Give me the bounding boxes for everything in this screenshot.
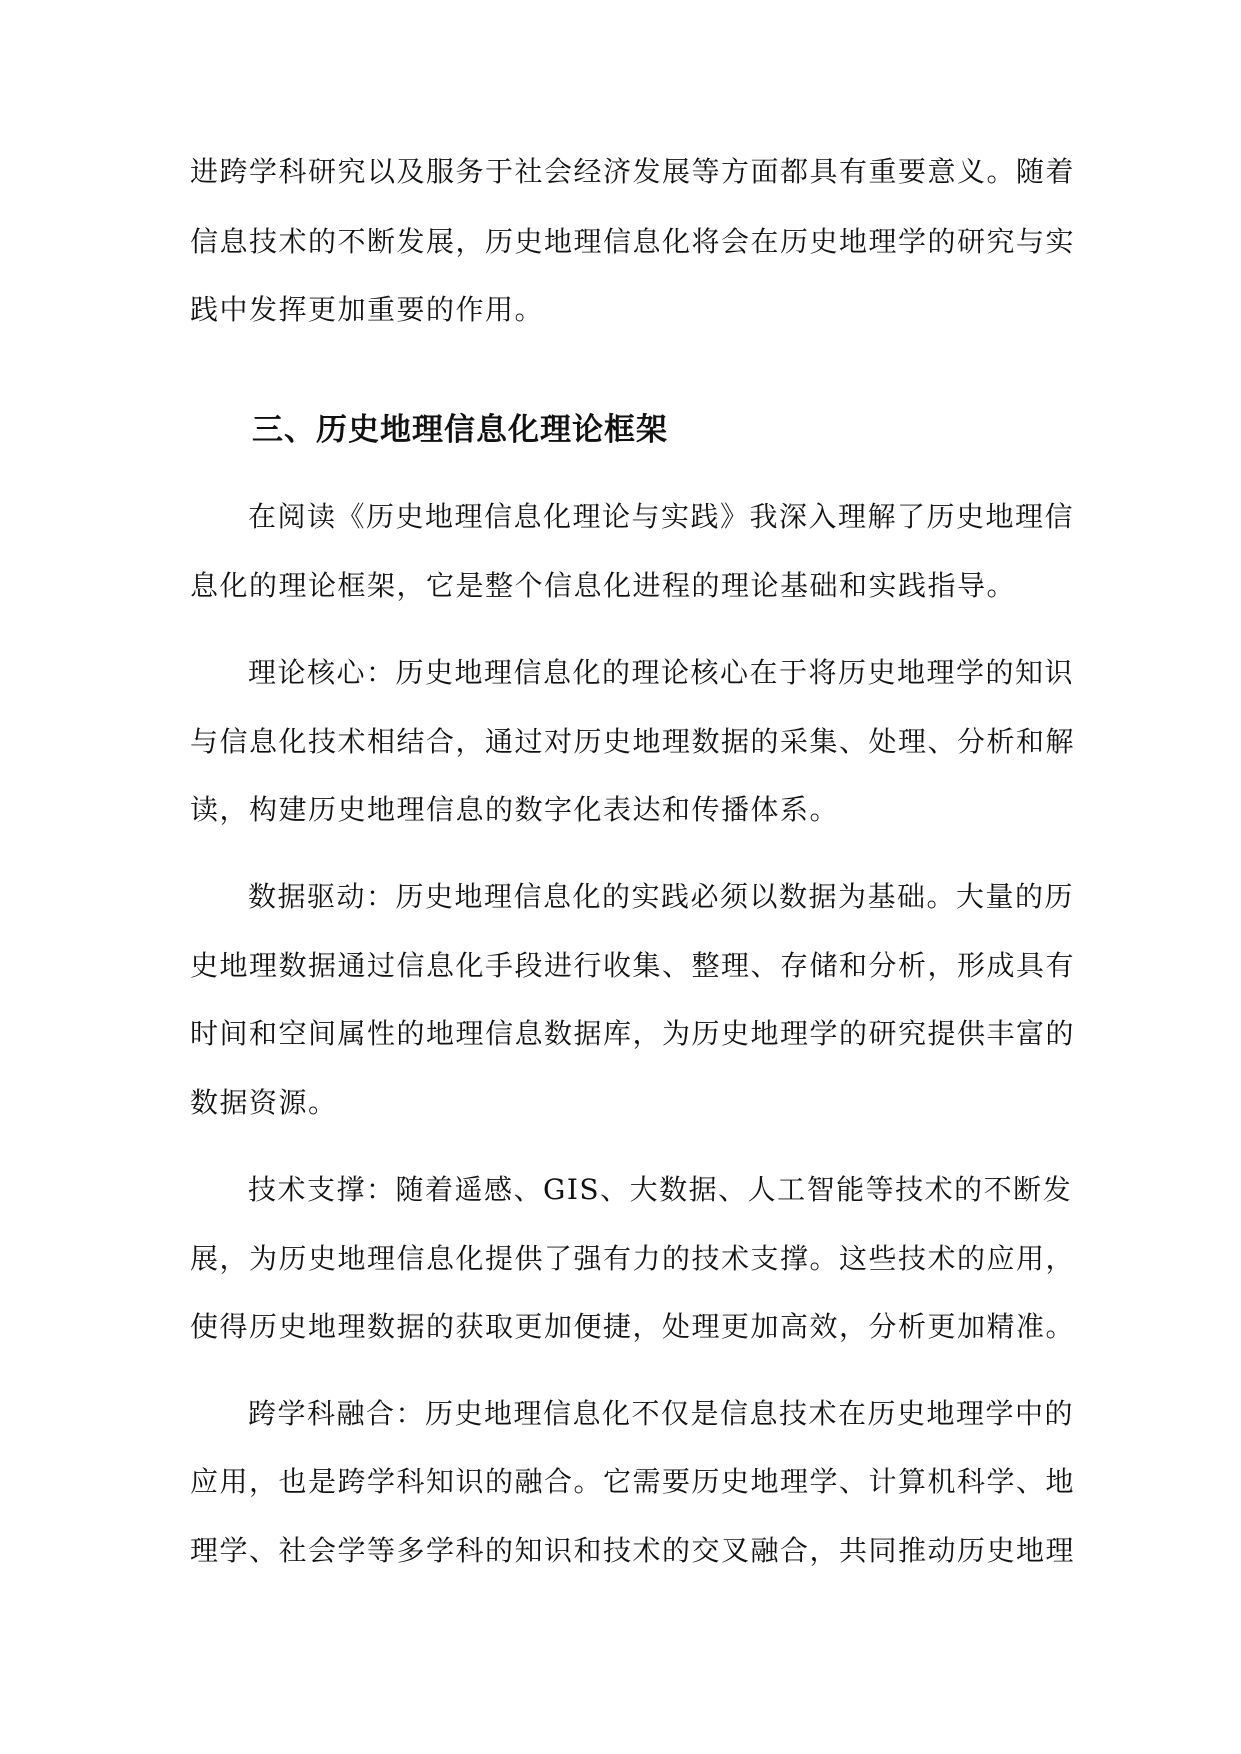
text-line: 数据驱动：历史地理信息化的实践必须以数据为基础。大量的历 [248,880,1075,913]
text-line: 展，为历史地理信息化提供了强有力的技术支撑。这些技术的应用， [190,1242,1076,1275]
text-line: 技术支撑：随着遥感、GIS、大数据、人工智能等技术的不断发 [248,1173,1073,1206]
text-line: 进跨学科研究以及服务于社会经济发展等方面都具有重要意义。随着 [190,155,1076,188]
text-line: 应用，也是跨学科知识的融合。它需要历史地理学、计算机科学、地 [190,1465,1076,1498]
text-line: 理论核心：历史地理信息化的理论核心在于将历史地理学的知识 [248,656,1075,689]
text-line: 史地理数据通过信息化手段进行收集、整理、存储和分析，形成具有 [190,949,1076,982]
text-line: 时间和空间属性的地理信息数据库，为历史地理学的研究提供丰富的 [190,1017,1076,1050]
text-line: 使得历史地理数据的获取更加便捷，处理更加高效，分析更加精准。 [190,1310,1076,1343]
text-line: 在阅读《历史地理信息化理论与实践》我深入理解了历史地理信 [248,500,1075,533]
text-line: 数据资源。 [190,1086,338,1119]
text-line: 理学、社会学等多学科的知识和技术的交叉融合，共同推动历史地理 [190,1534,1076,1567]
text-line: 信息技术的不断发展，历史地理信息化将会在历史地理学的研究与实 [190,225,1076,258]
text-line: 读，构建历史地理信息的数字化表达和传播体系。 [190,793,840,826]
text-line: 践中发挥更加重要的作用。 [190,293,545,326]
text-line: 跨学科融合：历史地理信息化不仅是信息技术在历史地理学中的 [248,1397,1075,1430]
text-line: 息化的理论框架，它是整个信息化进程的理论基础和实践指导。 [190,569,1017,602]
text-line: 与信息化技术相结合，通过对历史地理数据的采集、处理、分析和解 [190,725,1076,758]
section-heading: 三、历史地理信息化理论框架 [252,412,668,448]
